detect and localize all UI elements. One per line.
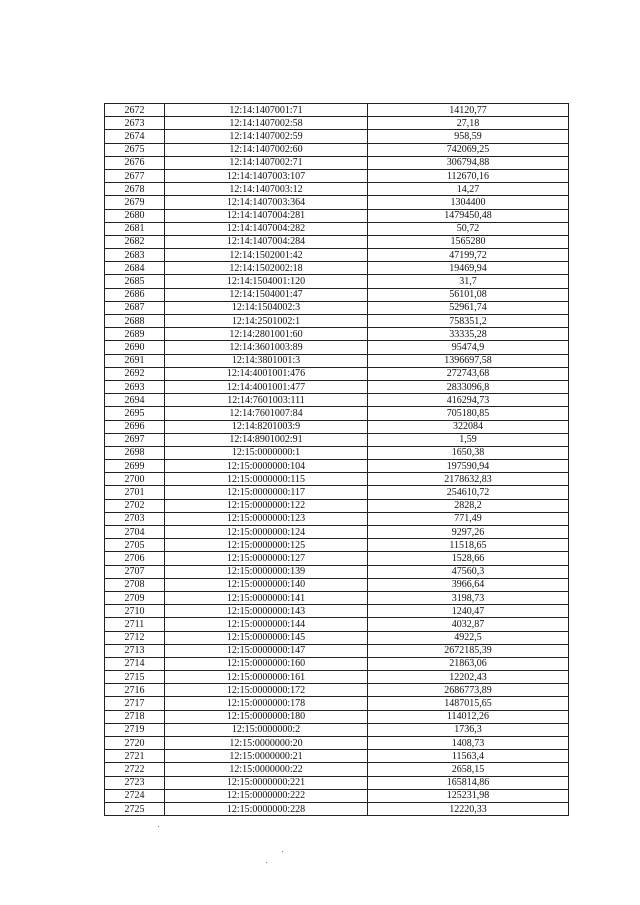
table-row <box>105 657 569 670</box>
value-cell: 50,72 <box>368 222 569 235</box>
value-cell: 306794,88 <box>368 156 569 169</box>
table-row <box>105 315 569 328</box>
row-number-cell: 2707 <box>105 565 165 578</box>
cadastral-number-cell: 12:14:1407004:284 <box>165 235 368 248</box>
table-row <box>105 578 569 591</box>
row-number-cell: 2674 <box>105 130 165 143</box>
value-cell: 52961,74 <box>368 301 569 314</box>
value-cell: 771,49 <box>368 512 569 525</box>
table-row <box>105 644 569 657</box>
value-cell: 14,27 <box>368 183 569 196</box>
cadastral-number-cell: 12:14:1504002:3 <box>165 301 368 314</box>
value-cell: 12220,33 <box>368 802 569 815</box>
cadastral-number-cell: 12:14:4001001:476 <box>165 367 368 380</box>
row-number-cell: 2706 <box>105 552 165 565</box>
table-row <box>105 367 569 380</box>
value-cell: 112670,16 <box>368 169 569 182</box>
table-row <box>105 552 569 565</box>
table-row <box>105 789 569 802</box>
cadastral-number-cell: 12:15:0000000:104 <box>165 460 368 473</box>
table-row <box>105 328 569 341</box>
row-number-cell: 2716 <box>105 684 165 697</box>
cadastral-number-cell: 12:15:0000000:160 <box>165 657 368 670</box>
table-row <box>105 183 569 196</box>
value-cell: 1,59 <box>368 433 569 446</box>
cadastral-number-cell: 12:15:0000000:178 <box>165 697 368 710</box>
table-row <box>105 512 569 525</box>
table-row <box>105 723 569 736</box>
table-row <box>105 446 569 459</box>
value-cell: 21863,06 <box>368 657 569 670</box>
value-cell: 1240,47 <box>368 605 569 618</box>
table-row <box>105 750 569 763</box>
table-row <box>105 763 569 776</box>
table-row <box>105 288 569 301</box>
value-cell: 254610,72 <box>368 486 569 499</box>
cadastral-number-cell: 12:15:0000000:123 <box>165 512 368 525</box>
cadastral-number-cell: 12:15:0000000:115 <box>165 473 368 486</box>
value-cell: 742069,25 <box>368 143 569 156</box>
table-row <box>105 130 569 143</box>
value-cell: 95474,9 <box>368 341 569 354</box>
table-row <box>105 275 569 288</box>
cadastral-number-cell: 12:15:0000000:21 <box>165 750 368 763</box>
value-cell: 3966,64 <box>368 578 569 591</box>
cadastral-number-cell: 12:15:0000000:20 <box>165 737 368 750</box>
value-cell: 12202,43 <box>368 671 569 684</box>
cadastral-number-cell: 12:15:0000000:1 <box>165 446 368 459</box>
cadastral-number-cell: 12:14:7601003:111 <box>165 394 368 407</box>
value-cell: 1304400 <box>368 196 569 209</box>
table-row <box>105 169 569 182</box>
cadastral-number-cell: 12:14:1407001:71 <box>165 104 368 117</box>
table-row <box>105 591 569 604</box>
row-number-cell: 2701 <box>105 486 165 499</box>
cadastral-number-cell: 12:14:1504001:47 <box>165 288 368 301</box>
cadastral-number-cell: 12:15:0000000:22 <box>165 763 368 776</box>
row-number-cell: 2672 <box>105 104 165 117</box>
value-cell: 1408,73 <box>368 737 569 750</box>
table-row <box>105 697 569 710</box>
table-row <box>105 460 569 473</box>
cadastral-number-cell: 12:14:8201003:9 <box>165 420 368 433</box>
cadastral-number-cell: 12:15:0000000:147 <box>165 644 368 657</box>
cadastral-number-cell: 12:14:1407004:281 <box>165 209 368 222</box>
cadastral-number-cell: 12:14:2501002:1 <box>165 315 368 328</box>
row-number-cell: 2700 <box>105 473 165 486</box>
table-row <box>105 486 569 499</box>
row-number-cell: 2678 <box>105 183 165 196</box>
value-cell: 758351,2 <box>368 315 569 328</box>
value-cell: 14120,77 <box>368 104 569 117</box>
table-row <box>105 104 569 117</box>
value-cell: 27,18 <box>368 117 569 130</box>
row-number-cell: 2711 <box>105 618 165 631</box>
value-cell: 1479450,48 <box>368 209 569 222</box>
row-number-cell: 2686 <box>105 288 165 301</box>
value-cell: 19469,94 <box>368 262 569 275</box>
table-row <box>105 684 569 697</box>
value-cell: 9297,26 <box>368 526 569 539</box>
table-row <box>105 605 569 618</box>
cadastral-number-cell: 12:15:0000000:161 <box>165 671 368 684</box>
row-number-cell: 2698 <box>105 446 165 459</box>
table-row <box>105 671 569 684</box>
row-number-cell: 2705 <box>105 539 165 552</box>
value-cell: 2658,15 <box>368 763 569 776</box>
row-number-cell: 2694 <box>105 394 165 407</box>
cadastral-number-cell: 12:14:1407002:60 <box>165 143 368 156</box>
value-cell: 165814,86 <box>368 776 569 789</box>
value-cell: 416294,73 <box>368 394 569 407</box>
row-number-cell: 2714 <box>105 657 165 670</box>
value-cell: 47199,72 <box>368 249 569 262</box>
value-cell: 3198,73 <box>368 591 569 604</box>
row-number-cell: 2718 <box>105 710 165 723</box>
row-number-cell: 2682 <box>105 235 165 248</box>
row-number-cell: 2723 <box>105 776 165 789</box>
cadastral-number-cell: 12:14:1407004:282 <box>165 222 368 235</box>
scan-speck <box>158 826 159 827</box>
table-row <box>105 222 569 235</box>
value-cell: 1528,66 <box>368 552 569 565</box>
row-number-cell: 2679 <box>105 196 165 209</box>
cadastral-number-cell: 12:15:0000000:141 <box>165 591 368 604</box>
table-row <box>105 262 569 275</box>
table-body <box>105 104 569 816</box>
cadastral-number-cell: 12:15:0000000:122 <box>165 499 368 512</box>
table-row <box>105 710 569 723</box>
row-number-cell: 2709 <box>105 591 165 604</box>
row-number-cell: 2690 <box>105 341 165 354</box>
cadastral-number-cell: 12:14:1407002:71 <box>165 156 368 169</box>
scan-speck <box>282 851 283 852</box>
table-row <box>105 249 569 262</box>
row-number-cell: 2675 <box>105 143 165 156</box>
row-number-cell: 2684 <box>105 262 165 275</box>
cadastral-number-cell: 12:14:8901002:91 <box>165 433 368 446</box>
value-cell: 2833096,8 <box>368 380 569 393</box>
row-number-cell: 2712 <box>105 631 165 644</box>
cadastral-number-cell: 12:14:1407002:59 <box>165 130 368 143</box>
cadastral-number-cell: 12:14:7601007:84 <box>165 407 368 420</box>
value-cell: 1650,38 <box>368 446 569 459</box>
table-row <box>105 341 569 354</box>
cadastral-number-cell: 12:14:2801001:60 <box>165 328 368 341</box>
value-cell: 2686773,89 <box>368 684 569 697</box>
value-cell: 33335,28 <box>368 328 569 341</box>
cadastral-number-cell: 12:14:1502001:42 <box>165 249 368 262</box>
row-number-cell: 2693 <box>105 380 165 393</box>
row-number-cell: 2717 <box>105 697 165 710</box>
value-cell: 11563,4 <box>368 750 569 763</box>
row-number-cell: 2683 <box>105 249 165 262</box>
row-number-cell: 2699 <box>105 460 165 473</box>
row-number-cell: 2721 <box>105 750 165 763</box>
row-number-cell: 2689 <box>105 328 165 341</box>
cadastral-number-cell: 12:15:0000000:228 <box>165 802 368 815</box>
row-number-cell: 2715 <box>105 671 165 684</box>
row-number-cell: 2676 <box>105 156 165 169</box>
table-row <box>105 235 569 248</box>
value-cell: 2178632,83 <box>368 473 569 486</box>
row-number-cell: 2719 <box>105 723 165 736</box>
table-row <box>105 301 569 314</box>
table-row <box>105 776 569 789</box>
row-number-cell: 2713 <box>105 644 165 657</box>
cadastral-number-cell: 12:15:0000000:143 <box>165 605 368 618</box>
value-cell: 47560,3 <box>368 565 569 578</box>
table-row <box>105 737 569 750</box>
value-cell: 2828,2 <box>368 499 569 512</box>
cadastral-number-cell: 12:15:0000000:180 <box>165 710 368 723</box>
cadastral-number-cell: 12:15:0000000:140 <box>165 578 368 591</box>
table-row <box>105 539 569 552</box>
value-cell: 958,59 <box>368 130 569 143</box>
row-number-cell: 2680 <box>105 209 165 222</box>
cadastral-number-cell: 12:14:4001001:477 <box>165 380 368 393</box>
table-row <box>105 565 569 578</box>
value-cell: 56101,08 <box>368 288 569 301</box>
value-cell: 197590,94 <box>368 460 569 473</box>
table-row <box>105 407 569 420</box>
table-row <box>105 618 569 631</box>
row-number-cell: 2685 <box>105 275 165 288</box>
row-number-cell: 2687 <box>105 301 165 314</box>
cadastral-number-cell: 12:14:3801001:3 <box>165 354 368 367</box>
cadastral-number-cell: 12:15:0000000:125 <box>165 539 368 552</box>
cadastral-number-cell: 12:15:0000000:221 <box>165 776 368 789</box>
row-number-cell: 2688 <box>105 315 165 328</box>
value-cell: 322084 <box>368 420 569 433</box>
cadastral-number-cell: 12:15:0000000:139 <box>165 565 368 578</box>
row-number-cell: 2681 <box>105 222 165 235</box>
value-cell: 1736,3 <box>368 723 569 736</box>
table-row <box>105 473 569 486</box>
cadastral-number-cell: 12:15:0000000:145 <box>165 631 368 644</box>
table-row <box>105 802 569 815</box>
value-cell: 4032,87 <box>368 618 569 631</box>
value-cell: 2672185,39 <box>368 644 569 657</box>
table-row <box>105 420 569 433</box>
table-row <box>105 354 569 367</box>
row-number-cell: 2720 <box>105 737 165 750</box>
value-cell: 114012,26 <box>368 710 569 723</box>
value-cell: 11518,65 <box>368 539 569 552</box>
cadastral-number-cell: 12:14:1504001:120 <box>165 275 368 288</box>
table-row <box>105 117 569 130</box>
row-number-cell: 2691 <box>105 354 165 367</box>
row-number-cell: 2696 <box>105 420 165 433</box>
value-cell: 31,7 <box>368 275 569 288</box>
value-cell: 272743,68 <box>368 367 569 380</box>
row-number-cell: 2725 <box>105 802 165 815</box>
cadastral-number-cell: 12:15:0000000:117 <box>165 486 368 499</box>
value-cell: 1487015,65 <box>368 697 569 710</box>
cadastral-number-cell: 12:15:0000000:172 <box>165 684 368 697</box>
table-row <box>105 380 569 393</box>
cadastral-number-cell: 12:15:0000000:222 <box>165 789 368 802</box>
row-number-cell: 2702 <box>105 499 165 512</box>
table-row <box>105 196 569 209</box>
row-number-cell: 2692 <box>105 367 165 380</box>
value-cell: 4922,5 <box>368 631 569 644</box>
value-cell: 1565280 <box>368 235 569 248</box>
table-row <box>105 156 569 169</box>
cadastral-number-cell: 12:14:1407002:58 <box>165 117 368 130</box>
cadastral-number-cell: 12:15:0000000:127 <box>165 552 368 565</box>
table-row <box>105 433 569 446</box>
cadastral-number-cell: 12:14:1407003:364 <box>165 196 368 209</box>
row-number-cell: 2710 <box>105 605 165 618</box>
table-row <box>105 499 569 512</box>
row-number-cell: 2724 <box>105 789 165 802</box>
row-number-cell: 2673 <box>105 117 165 130</box>
row-number-cell: 2703 <box>105 512 165 525</box>
table-row <box>105 394 569 407</box>
table-row <box>105 526 569 539</box>
value-cell: 705180,85 <box>368 407 569 420</box>
cadastral-number-cell: 12:14:3601003:89 <box>165 341 368 354</box>
value-cell: 1396697,58 <box>368 354 569 367</box>
cadastral-number-cell: 12:15:0000000:124 <box>165 526 368 539</box>
cadastral-value-table <box>104 103 569 816</box>
row-number-cell: 2708 <box>105 578 165 591</box>
table-row <box>105 143 569 156</box>
cadastral-number-cell: 12:15:0000000:144 <box>165 618 368 631</box>
row-number-cell: 2704 <box>105 526 165 539</box>
row-number-cell: 2697 <box>105 433 165 446</box>
scan-speck <box>266 862 267 863</box>
cadastral-number-cell: 12:15:0000000:2 <box>165 723 368 736</box>
cadastral-number-cell: 12:14:1502002:18 <box>165 262 368 275</box>
value-cell: 125231,98 <box>368 789 569 802</box>
table-row <box>105 631 569 644</box>
row-number-cell: 2695 <box>105 407 165 420</box>
table-row <box>105 209 569 222</box>
cadastral-number-cell: 12:14:1407003:107 <box>165 169 368 182</box>
cadastral-number-cell: 12:14:1407003:12 <box>165 183 368 196</box>
row-number-cell: 2677 <box>105 169 165 182</box>
row-number-cell: 2722 <box>105 763 165 776</box>
